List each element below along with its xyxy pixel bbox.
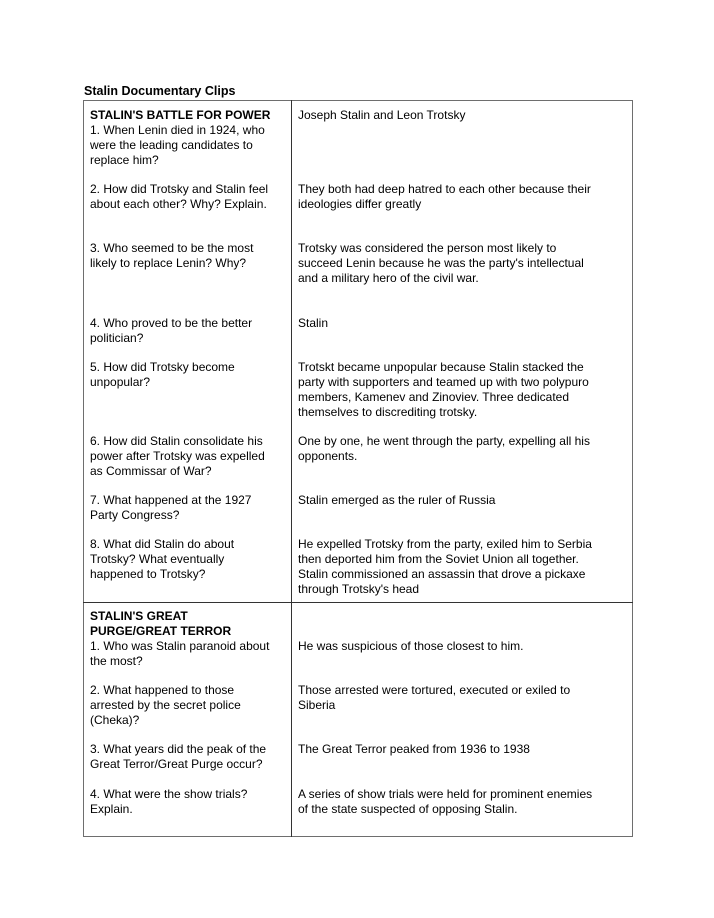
section1-answer-1: Joseph Stalin and Leon Trotsky — [298, 108, 466, 122]
section1-answer-2: They both had deep hatred to each other because their ideologies differ greatly — [298, 182, 591, 211]
section1-question-2: 2. How did Trotsky and Stalin feel about each other? Why? Explain. — [90, 182, 269, 211]
section1-answer-4: Stalin — [298, 316, 329, 330]
section1-question-7: 7. What happened at the 1927 Party Congress? — [90, 493, 252, 522]
section1-question-1: 1. When Lenin died in 1924, who were the leading candidates to replace him? — [90, 123, 265, 167]
section2-heading: STALIN'S GREAT PURGE/GREAT TERROR — [90, 609, 232, 638]
section2-answer-3: The Great Terror peaked from 1936 to 1938 — [298, 742, 530, 756]
section1-answer-3: Trotsky was considered the person most likely to succeed Lenin because he was the party's intellectual and a military hero of the civil war. — [298, 241, 584, 285]
section1-question-8: 8. What did Stalin do about Trotsky? What eventually happened to Trotsky? — [90, 537, 235, 581]
section2-answer-4: A series of show trials were held for prominent enemies of the state suspected of opposing Stalin. — [298, 787, 593, 816]
section1-question-5: 5. How did Trotsky become unpopular? — [90, 360, 235, 389]
section1-answer-8: He expelled Trotsky from the party, exiled him to Serbia then deported him from the Soviet Union all together. Stalin commissioned an assassin that drove a pickaxe through Trotsky's head — [298, 537, 592, 596]
section2-answer-2: Those arrested were tortured, executed or exiled to Siberia — [298, 683, 571, 712]
section1-answer-6: One by one, he went through the party, expelling all his opponents. — [298, 434, 590, 463]
section1-answer-5: Trotskt became unpopular because Stalin stacked the party with supporters and teamed up with two polypuro members, Kamenev and Zinoviev. Three dedicated themselves to discrediting trotsky. — [298, 360, 589, 419]
document-title: Stalin Documentary Clips — [84, 84, 236, 98]
section2-question-3: 3. What years did the peak of the Great Terror/Great Purge occur? — [90, 742, 267, 771]
section2-question-1: 1. Who was Stalin paranoid about the most? — [90, 639, 270, 668]
section1-answer-7: Stalin emerged as the ruler of Russia — [298, 493, 496, 507]
section-divider — [83, 602, 633, 603]
section1-question-6: 6. How did Stalin consolidate his power after Trotsky was expelled as Commissar of War? — [90, 434, 265, 478]
column-divider — [291, 100, 292, 837]
section1-question-3: 3. Who seemed to be the most likely to replace Lenin? Why? — [90, 241, 254, 270]
section1-question-4: 4. Who proved to be the better politician? — [90, 316, 253, 345]
section2-question-4: 4. What were the show trials? Explain. — [90, 787, 248, 816]
section1-heading: STALIN'S BATTLE FOR POWER — [90, 108, 271, 122]
section2-question-2: 2. What happened to those arrested by the secret police (Cheka)? — [90, 683, 241, 727]
section2-answer-1: He was suspicious of those closest to him. — [298, 639, 524, 653]
